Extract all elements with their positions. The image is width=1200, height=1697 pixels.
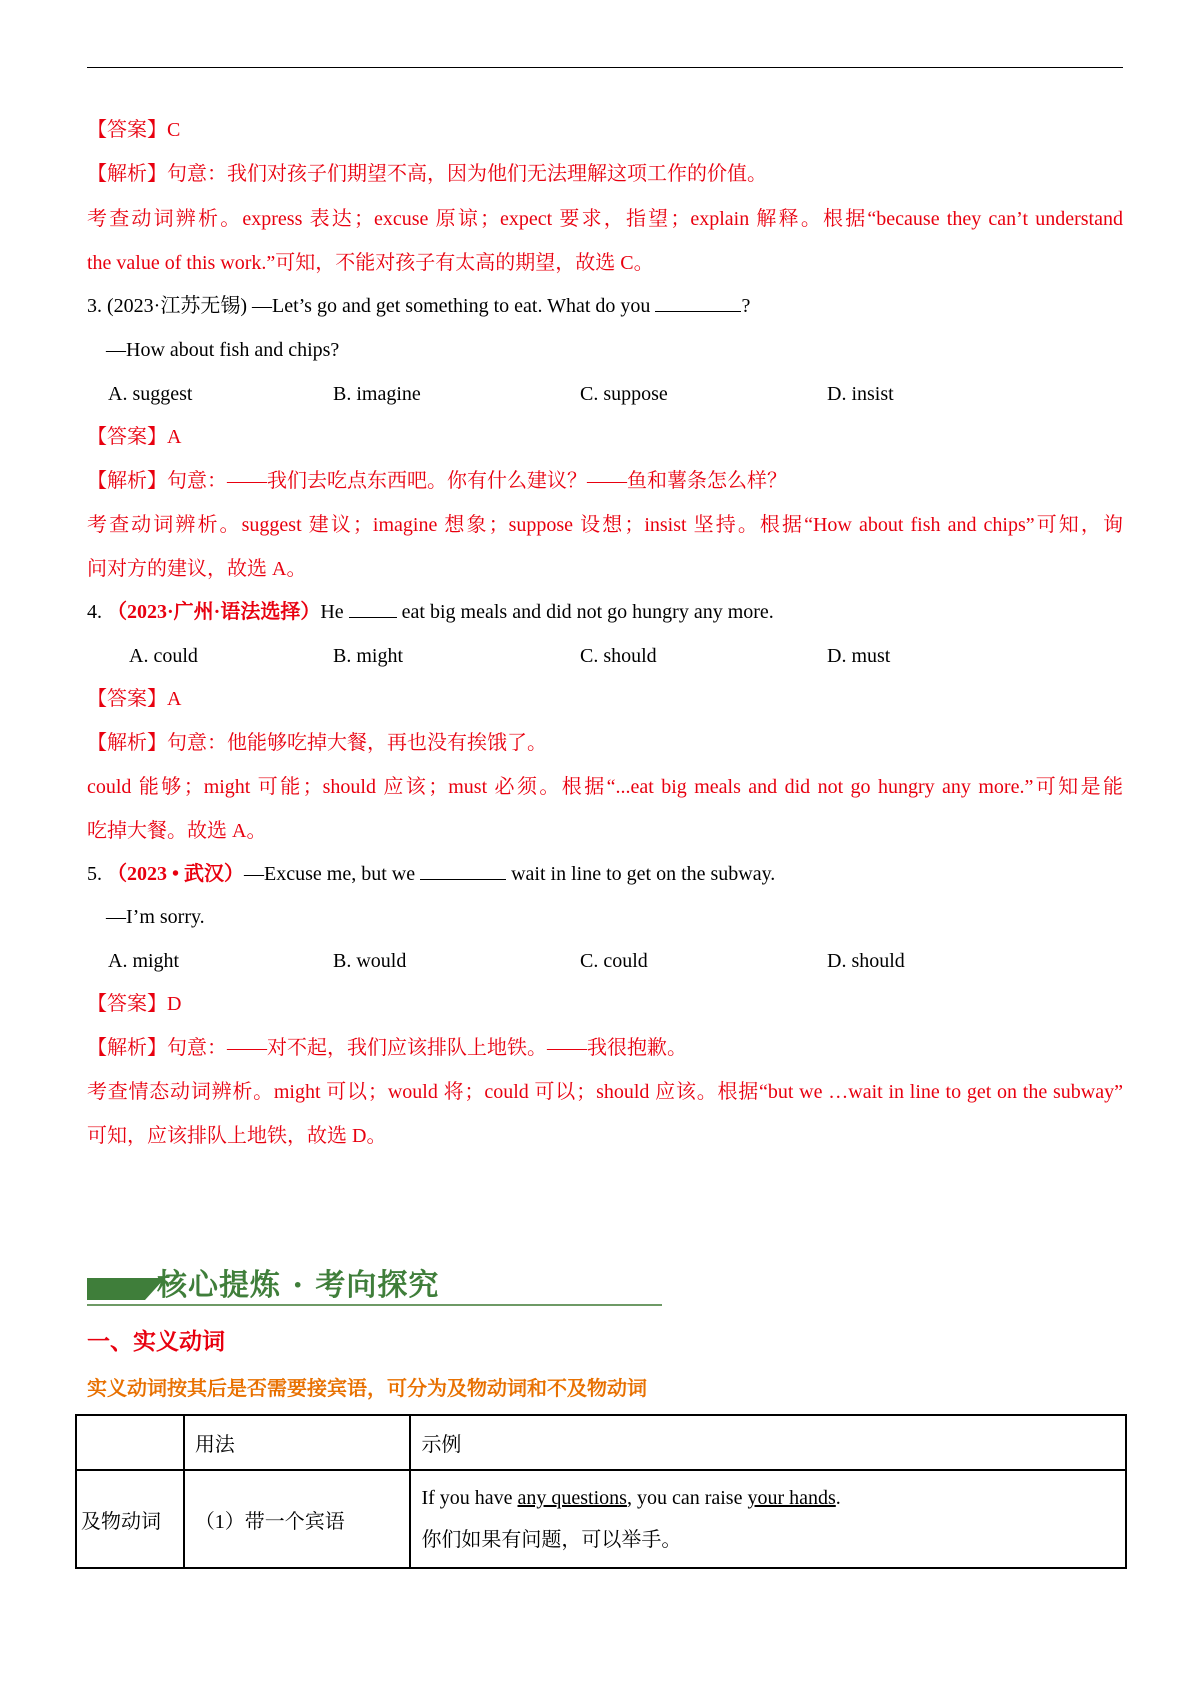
- q3-explain-2: 问对方的建议，故选 A。: [87, 558, 307, 580]
- q5-option-b: B. would: [333, 950, 407, 972]
- q4-option-b: B. might: [333, 645, 404, 667]
- header-rule: [87, 67, 1123, 68]
- q5-stem: [87, 861, 775, 887]
- example-sentence: [421, 1485, 1115, 1511]
- q3-reply: —How about fish and chips?: [106, 339, 340, 361]
- q5-source: （2023 • 武汉）: [107, 863, 245, 885]
- table-row: [76, 1470, 1126, 1568]
- q4-answer: 【答案】A: [87, 688, 182, 710]
- example-text: If you have: [421, 1487, 518, 1509]
- section-subheading: 实义动词按其后是否需要接宾语，可分为及物动词和不及物动词: [87, 1378, 647, 1400]
- q3-option-a: A. suggest: [108, 383, 193, 405]
- example-underlined: your hands: [747, 1487, 836, 1509]
- q5-option-d: D. should: [827, 950, 905, 972]
- table-cell-example: [410, 1470, 1126, 1568]
- q5-option-a: A. might: [108, 950, 180, 972]
- q3-blank: [655, 293, 741, 312]
- section-heading: 一、实义动词: [87, 1329, 225, 1354]
- table-cell-usage: （1）带一个宾语: [184, 1470, 411, 1568]
- table-header-row: [76, 1415, 1126, 1470]
- q5-blank: [420, 861, 506, 880]
- q3-stem-pre: 3. (2023·江苏无锡) —Let’s go and get something to eat. What do you: [87, 295, 656, 317]
- q4-explain-1: could 能够；might 可能；should 应该；must 必须。根据“...eat big meals and did not go hungry any more.”可知是能: [87, 776, 1123, 798]
- section-banner-title: 核心提炼 · 考向探究: [157, 1268, 440, 1303]
- q4-option-c: C. should: [580, 645, 657, 667]
- q4-stem-pre: He: [320, 601, 349, 623]
- q5-number: 5.: [87, 863, 102, 885]
- q4-option-d: D. must: [827, 645, 891, 667]
- q2-analysis: 【解析】句意：我们对孩子们期望不高，因为他们无法理解这项工作的价值。: [87, 163, 767, 185]
- example-text: .: [835, 1487, 841, 1509]
- example-translation: 你们如果有问题，可以举手。: [421, 1529, 682, 1551]
- banner-rule: [87, 1304, 662, 1306]
- banner-bar: [87, 1278, 145, 1300]
- q4-stem-post: eat big meals and did not go hungry any more.: [396, 601, 774, 623]
- q3-option-d: D. insist: [827, 383, 894, 405]
- q5-analysis: 【解析】句意：——对不起，我们应该排队上地铁。——我很抱歉。: [87, 1037, 687, 1059]
- q3-stem-post: ?: [741, 295, 751, 317]
- q2-answer: 【答案】C: [87, 119, 181, 141]
- q3-option-b: B. imagine: [333, 383, 421, 405]
- q3-explain-1: 考查动词辨析。suggest 建议；imagine 想象；suppose 设想；insist 坚持。根据“How about fish and chips”可知，询: [87, 514, 1123, 536]
- table-header-cell: [76, 1415, 184, 1470]
- q4-blank: [349, 599, 397, 618]
- table-header-cell: 用法: [184, 1415, 411, 1470]
- q5-stem-post: wait in line to get on the subway.: [506, 863, 776, 885]
- q5-reply: —I’m sorry.: [106, 906, 205, 928]
- q5-explain-1: 考查情态动词辨析。might 可以；would 将；could 可以；should 应该。根据“but we …wait in line to get on the subway”: [87, 1081, 1123, 1103]
- q5-explain-2: 可知，应该排队上地铁，故选 D。: [87, 1125, 387, 1147]
- usage-table: [75, 1414, 1127, 1569]
- q4-analysis: 【解析】句意：他能够吃掉大餐，再也没有挨饿了。: [87, 732, 547, 754]
- table-cell-type: 及物动词: [76, 1470, 184, 1568]
- q4-number: 4.: [87, 601, 102, 623]
- q2-explain-1: 考查动词辨析。express 表达；excuse 原谅；expect 要求，指望；explain 解释。根据“because they can’t understand: [87, 208, 1123, 230]
- table-header-cell: 示例: [410, 1415, 1126, 1470]
- example-underlined: any questions: [517, 1487, 627, 1509]
- q2-explain-2: the value of this work.”可知，不能对孩子有太高的期望，故选 C。: [87, 252, 654, 274]
- q4-source: （2023·广州·语法选择）: [107, 601, 321, 623]
- q4-option-a: A. could: [129, 645, 198, 667]
- q5-option-c: C. could: [580, 950, 648, 972]
- q5-answer: 【答案】D: [87, 993, 182, 1015]
- q4-stem: [87, 599, 774, 625]
- q3-answer: 【答案】A: [87, 426, 182, 448]
- example-text: , you can raise: [626, 1487, 748, 1509]
- section-banner: [87, 1266, 662, 1306]
- q3-analysis: 【解析】句意：——我们去吃点东西吧。你有什么建议？——鱼和薯条怎么样？: [87, 470, 787, 492]
- q3-stem: [87, 293, 750, 319]
- q4-explain-2: 吃掉大餐。故选 A。: [87, 820, 267, 842]
- q5-stem-pre: —Excuse me, but we: [244, 863, 421, 885]
- q3-option-c: C. suppose: [580, 383, 668, 405]
